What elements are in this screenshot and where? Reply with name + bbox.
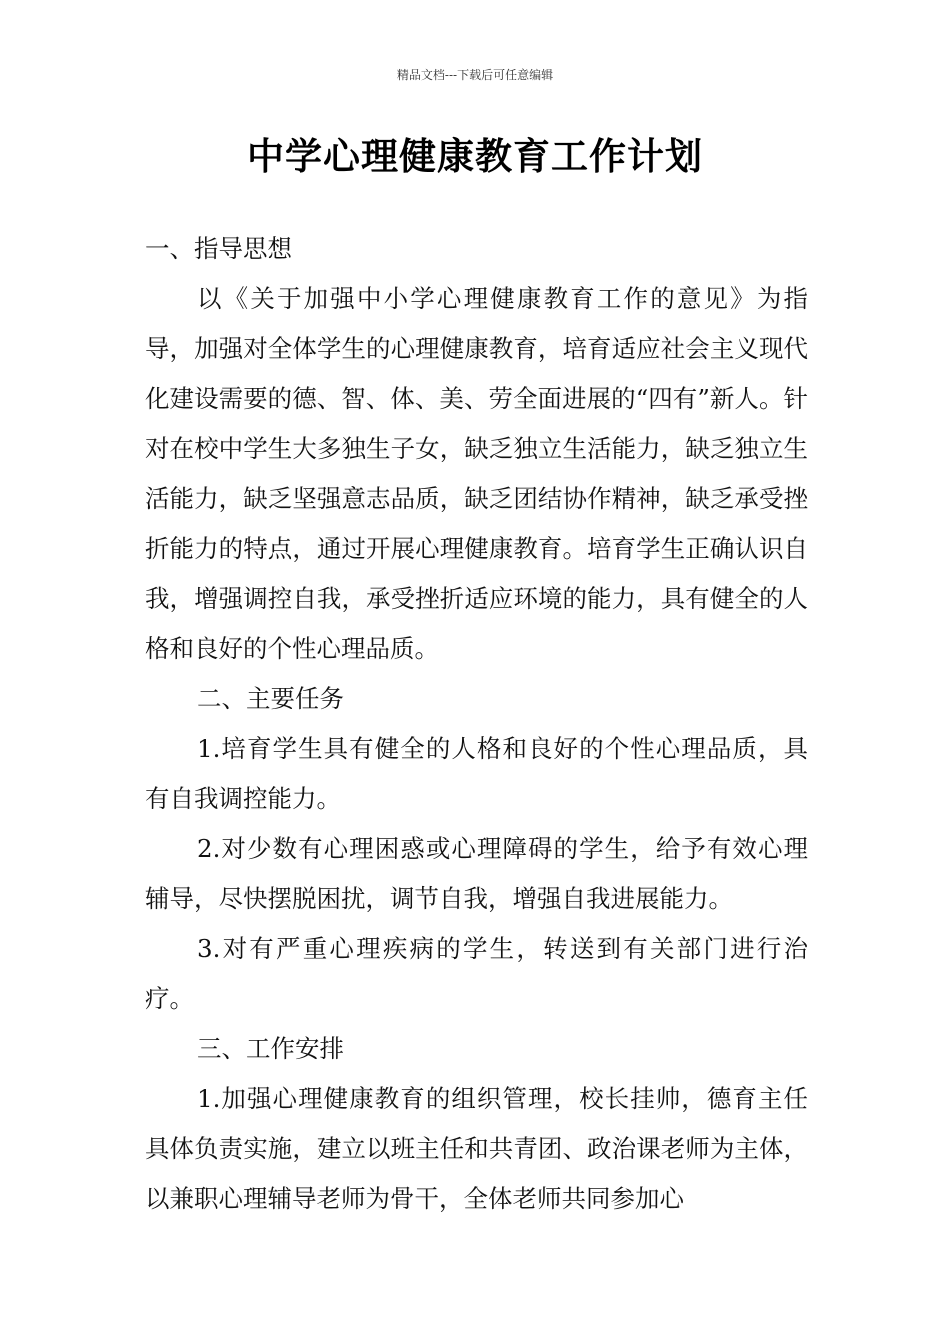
list-item-task-1: 1.培育学生具有健全的人格和良好的个性心理品质，具有自我调控能力。 [145,734,808,813]
list-item-task-2: 2.对少数有心理困惑或心理障碍的学生，给予有效心理辅导，尽快摆脱困扰，调节自我，增强自我进展能力。 [145,834,808,913]
page-header-note: 精品文档---下载后可任意编辑 [396,68,554,82]
section-heading-work-arrangement: 三、工作安排 [197,1034,344,1063]
document-body [145,224,808,1224]
list-item-arrangement-1: 1.加强心理健康教育的组织管理，校长挂帅，德育主任具体负责实施，建立以班主任和共青团、政治课老师为主体，以兼职心理辅导老师为骨干，全体老师共同参加心 [145,1084,808,1213]
section-heading-main-tasks: 二、主要任务 [197,684,344,713]
list-item-task-3: 3.对有严重心理疾病的学生，转送到有关部门进行治疗。 [145,934,808,1013]
section-heading-guiding-thought: 一、指导思想 [145,234,292,263]
paragraph-guiding-thought: 以《关于加强中小学心理健康教育工作的意见》为指导，加强对全体学生的心理健康教育，培育适应社会主义现代化建设需要的德、智、体、美、劳全面进展的“四有”新人。针对在校中学生大多独生子女，缺乏独立生活能力，缺乏独立生活能力，缺乏坚强意志品质，缺乏团结协作精神，缺乏承受挫折能力的特点，通过开展心理健康教育。培育学生正确认识自我，增强调控自我，承受挫折适应环境的能力，具有健全的人格和良好的个性心理品质。 [145,284,808,663]
document-title: 中学心理健康教育工作计划 [247,135,703,178]
